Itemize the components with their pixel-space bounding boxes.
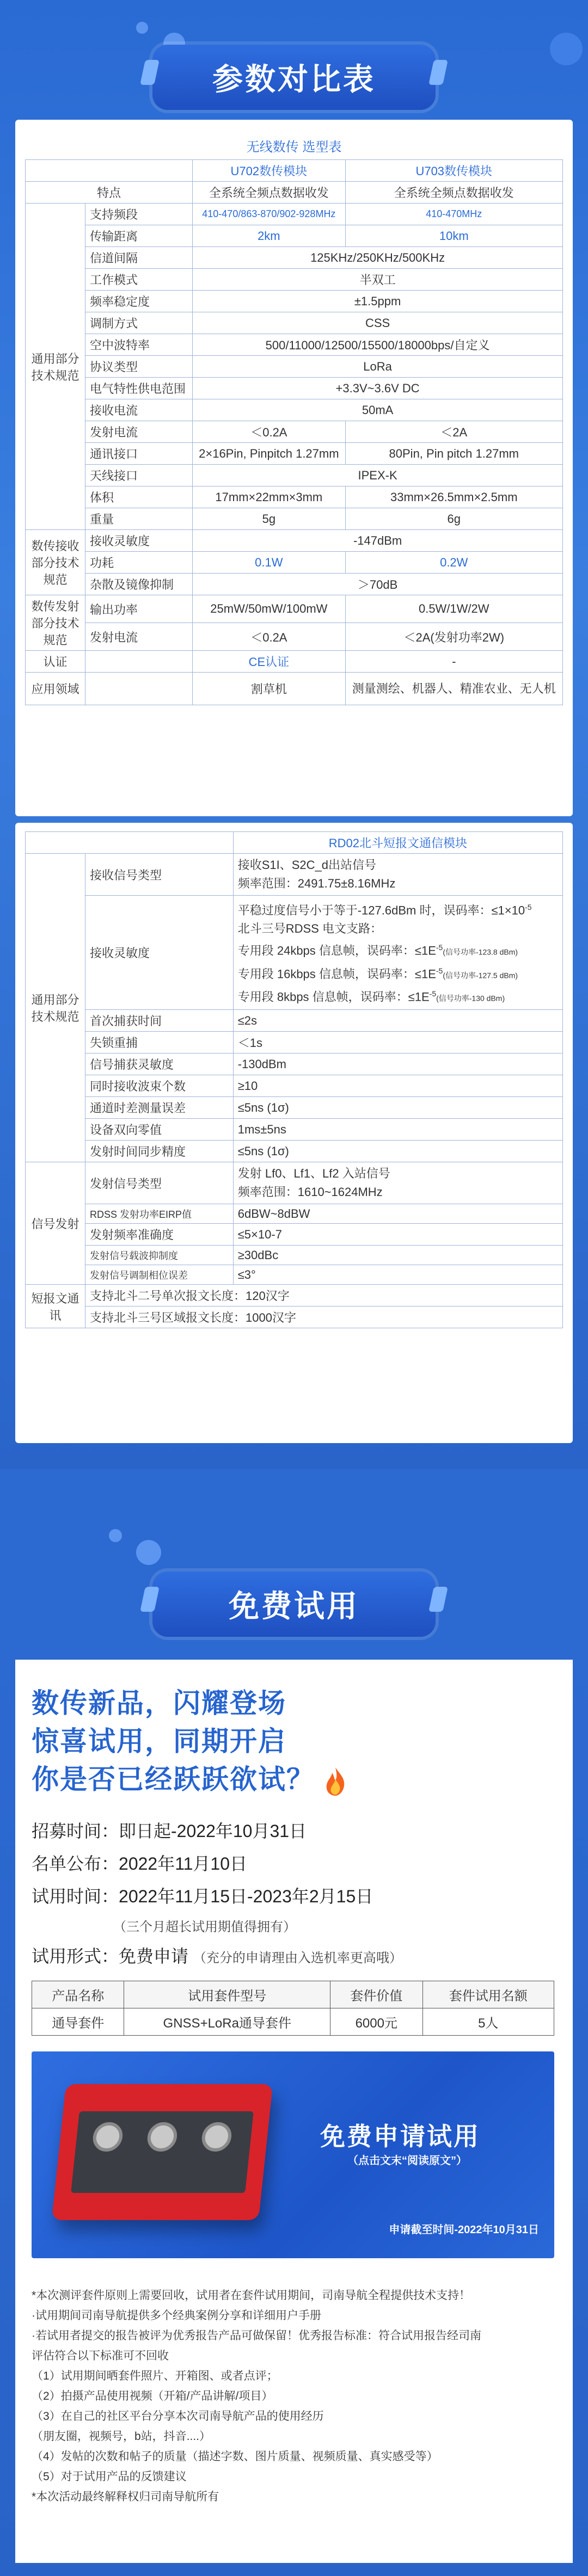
row-label: 应用领域 — [26, 673, 85, 705]
row-label: 同时接收波束个数 — [85, 1075, 234, 1097]
table-row — [26, 552, 563, 574]
promo-deadline: 申请截至时间-2022年10月31日 — [389, 2224, 539, 2236]
table-row — [26, 574, 563, 595]
table-cell: +3.3V~3.6V DC — [193, 378, 563, 399]
table-cell: ≥30dBc — [233, 1246, 562, 1265]
section-title-banner — [152, 45, 436, 110]
table-cell: 支持北斗二号单次报文长度：120汉字 — [85, 1285, 563, 1307]
column-header: U702数传模块 — [193, 160, 345, 182]
connector-icon — [200, 2122, 233, 2152]
table-row — [26, 312, 563, 334]
slogan-text: 你是否已经跃跃欲试？ — [32, 1764, 315, 1795]
device-image — [52, 2084, 273, 2220]
row-label: 体积 — [85, 486, 193, 508]
note-line: （3）在自己的社区平台分享本次司南导航产品的使用经历 — [32, 2410, 324, 2423]
table-row — [26, 1053, 563, 1075]
row-label: 频率稳定度 — [85, 291, 193, 312]
row-label: 设备双向零值 — [85, 1119, 234, 1141]
superscript: -5 — [436, 966, 443, 975]
free-trial-card — [15, 1660, 573, 2563]
table-cell: ＜2A(发射功率2W) — [345, 623, 562, 651]
table-cell: ≤5ns (1σ) — [233, 1141, 562, 1162]
table-row — [26, 1141, 563, 1162]
table-cell: GNSS+LoRa通导套件 — [124, 2008, 330, 2036]
table-cell: 80Pin, Pin pitch 1.27mm — [345, 443, 562, 465]
connector-icon — [146, 2122, 179, 2152]
row-label: 调制方式 — [85, 312, 193, 334]
table-row — [26, 1032, 563, 1053]
table-cell: 支持北斗三号区域报文长度：1000汉字 — [85, 1307, 563, 1328]
table-row — [26, 832, 563, 854]
row-label: 接收信号类型 — [85, 854, 234, 896]
table-cell: 410-470MHz — [345, 204, 562, 225]
row-label: 信道间隔 — [85, 247, 193, 269]
superscript: -5 — [436, 943, 443, 952]
table-cell: 25mW/50mW/100mW — [193, 595, 345, 623]
apply-promo-banner[interactable] — [32, 2051, 554, 2258]
table-row — [26, 530, 563, 552]
table-cell: IPEX-K — [193, 465, 563, 486]
row-label: 通讯接口 — [85, 443, 193, 465]
line-text: 专用段 16kbps 信息帧，误码率：≤1E — [237, 966, 436, 981]
table-row — [26, 291, 563, 312]
table-cell: 全系统全频点数据收发 — [193, 182, 345, 204]
table-row — [26, 1097, 563, 1119]
promo-title: 免费申请试用 — [320, 2122, 480, 2150]
notes-block — [32, 2285, 554, 2507]
line-note: (信号功率-130 dBm) — [436, 994, 505, 1003]
line-text: 专用段 8kbps 信息帧，误码率：≤1E — [237, 990, 430, 1004]
table-cell: ＜1s — [233, 1032, 562, 1053]
table-row — [26, 651, 563, 673]
table-cell: 17mm×22mm×3mm — [193, 486, 345, 508]
row-label: 功耗 — [85, 552, 193, 574]
table-cell: 1ms±5ns — [233, 1119, 562, 1141]
note-line: （朋友圈，视频号，b站，抖音....） — [32, 2430, 211, 2443]
table-cell: 6dBW~8dBW — [233, 1204, 562, 1224]
row-label: 工作模式 — [85, 269, 193, 291]
table-row — [26, 204, 563, 225]
table-row — [26, 1119, 563, 1141]
connector-icon — [91, 2122, 124, 2152]
table-cell: 2×16Pin, Pinpitch 1.27mm — [193, 443, 345, 465]
table-caption: RD02北斗短报文通信模块 — [233, 832, 562, 854]
info-value: 免费申请 — [119, 1946, 189, 1966]
line-text: 北斗三号RDSS 电文支路： — [237, 922, 382, 936]
table-row — [26, 1265, 563, 1285]
row-label: 支持频段 — [85, 204, 193, 225]
decor-dot — [136, 22, 148, 34]
multi-line-cell — [233, 896, 562, 1010]
table-cell: 半双工 — [193, 269, 563, 291]
cell-line — [238, 984, 558, 1007]
table-cell: -130dBm — [233, 1053, 562, 1075]
table-row — [26, 1307, 563, 1328]
info-note-text: （三个月超长试用期值得拥有） — [113, 1920, 296, 1934]
row-label: 空中波特率 — [85, 334, 193, 356]
row-label: 杂散及镜像抑制 — [85, 574, 193, 595]
row-label: 发射电流 — [85, 421, 193, 443]
info-note-text: （充分的申请理由入选机率更高哦） — [193, 1951, 402, 1965]
table-row — [26, 356, 563, 378]
table-row — [26, 182, 563, 204]
table-row — [26, 1010, 563, 1032]
row-label: 输出功率 — [85, 595, 193, 623]
note-line: 评估符合以下标准可不回收 — [32, 2350, 169, 2362]
table-cell: 6000元 — [330, 2008, 422, 2036]
table-header-row — [32, 1981, 554, 2008]
decor-dot — [109, 1529, 122, 1542]
cell-line — [238, 898, 558, 920]
section-title: 免费试用 — [229, 1589, 359, 1623]
info-label: 试用形式： — [32, 1946, 119, 1966]
lora-comparison-table — [25, 159, 563, 705]
table-cell: 0.1W — [193, 552, 345, 574]
info-row — [32, 1943, 402, 1968]
row-label: RDSS 发射功率EIRP值 — [85, 1204, 234, 1224]
table-cell: - — [345, 651, 562, 673]
row-label: 发射信号载波抑制度 — [85, 1246, 234, 1265]
table-header: 套件试用名额 — [422, 1981, 554, 2008]
row-label — [85, 673, 193, 705]
line-text: 平稳过度信号小于等于-127.6dBm 时，误码率：≤1×10 — [237, 903, 525, 917]
superscript: -5 — [429, 989, 437, 998]
row-label: 发射信号类型 — [85, 1162, 234, 1204]
table-cell: ≤2s — [233, 1010, 562, 1032]
row-label — [85, 651, 193, 673]
table-cell: ≥10 — [233, 1075, 562, 1097]
row-label: 接收灵敏度 — [85, 896, 234, 1010]
row-label: 接收灵敏度 — [85, 530, 193, 552]
table-cell: ±1.5ppm — [193, 291, 563, 312]
info-row — [32, 1850, 247, 1875]
table-cell: ≤3° — [233, 1265, 562, 1285]
row-label: 发射信号调制相位误差 — [85, 1265, 234, 1285]
decor-dot — [550, 33, 583, 65]
info-label: 名单公布： — [32, 1854, 119, 1874]
table-row — [26, 378, 563, 399]
table-row — [26, 508, 563, 530]
device-panel — [71, 2111, 254, 2193]
table-cell: ＞70dB — [193, 574, 563, 595]
table-row — [26, 465, 563, 486]
product-table — [32, 1981, 554, 2036]
table-caption: 无线数传 选型表 — [246, 140, 342, 155]
note-line: （4）发帖的次数和帖子的质量（描述字数、图片质量、视频质量、真实感受等） — [32, 2450, 438, 2463]
table-header: 试用套件型号 — [124, 1981, 330, 2008]
cell-line: 发射 Lf0、Lf1、Lf2 入站信号 — [237, 1167, 390, 1181]
table-row — [26, 1162, 563, 1204]
table-cell: 通导套件 — [32, 2008, 124, 2036]
group-label: 通用部分技术规范 — [26, 204, 85, 530]
row-label: 失锁重捕 — [85, 1032, 234, 1053]
table-cell: CSS — [193, 312, 563, 334]
superscript: -5 — [525, 903, 532, 911]
table-cell: ＜2A — [345, 421, 562, 443]
note-line: *本次活动最终解释权归司南导航所有 — [32, 2491, 219, 2503]
table-corner — [26, 160, 193, 182]
table-row — [26, 595, 563, 623]
row-label: 首次捕获时间 — [85, 1010, 234, 1032]
info-value: 即日起-2022年10月31日 — [119, 1821, 307, 1841]
note-line: （1）试用期间晒套件照片、开箱图、或者点评； — [32, 2370, 278, 2382]
note-line: ·若试用者提交的报告被评为优秀报告产品可做保留！优秀报告标准：符合试用报告经司南 — [32, 2330, 481, 2342]
group-label: 短报文通讯 — [26, 1285, 85, 1328]
table-cell: -147dBm — [193, 530, 563, 552]
row-label: 电气特性供电范围 — [85, 378, 193, 399]
table-row — [26, 486, 563, 508]
row-label: 协议类型 — [85, 356, 193, 378]
info-value: 2022年11月15日-2023年2月15日 — [119, 1887, 373, 1906]
cell-line — [238, 962, 558, 984]
row-label: 传输距离 — [85, 225, 193, 247]
table-cell: 50mA — [193, 399, 563, 421]
table-row — [26, 247, 563, 269]
table-row — [26, 399, 563, 421]
row-label: 发射时间同步精度 — [85, 1141, 234, 1162]
cell-line: 接收S1I、S2C_d出站信号 — [237, 858, 377, 872]
decor-dot — [136, 1540, 161, 1565]
row-label: 接收电流 — [85, 399, 193, 421]
info-label: 试用时间： — [32, 1887, 119, 1906]
table-cell: 125KHz/250KHz/500KHz — [193, 247, 563, 269]
note-line: ·试用期间司南导航提供多个经典案例分享和详细用户手册 — [32, 2309, 321, 2322]
promo-subtitle: （点击文末“阅读原文”） — [347, 2155, 467, 2167]
group-label: 数传发射部分技术规范 — [26, 595, 85, 651]
table-cell: 10km — [345, 225, 562, 247]
slogan-line — [32, 1758, 347, 1797]
table-cell: 0.5W/1W/2W — [345, 595, 562, 623]
table-row — [26, 896, 563, 1010]
table-row — [32, 2008, 554, 2036]
info-value: 2022年11月10日 — [119, 1854, 248, 1874]
row-label: 发射频率准确度 — [85, 1224, 234, 1246]
table-row — [26, 1285, 563, 1307]
group-label: 通用部分技术规范 — [26, 854, 85, 1162]
table-row — [26, 1246, 563, 1265]
multi-line-cell — [233, 854, 562, 896]
row-label: 天线接口 — [85, 465, 193, 486]
table-row — [26, 623, 563, 651]
table-cell: ＜0.2A — [193, 623, 345, 651]
table-cell: 5g — [193, 508, 345, 530]
line-note: (信号功率-123.8 dBm) — [443, 947, 518, 957]
section-title: 参数对比表 — [212, 62, 376, 96]
group-label: 数传接收部分技术规范 — [26, 530, 85, 595]
table-cell: ＜0.2A — [193, 421, 345, 443]
table-cell: LoRa — [193, 356, 563, 378]
table-cell: 500/11000/12500/15500/18000bps/自定义 — [193, 334, 563, 356]
table-row — [26, 854, 563, 896]
row-label: 特点 — [26, 182, 193, 204]
table-cell: ≤5×10-7 — [233, 1224, 562, 1246]
table-cell: 6g — [345, 508, 562, 530]
line-note: (信号功率-127.5 dBm) — [443, 970, 518, 979]
cell-line: 频率范围：1610~1624MHz — [237, 1185, 383, 1199]
info-row — [32, 1817, 307, 1842]
cell-line: 频率范围：2491.75±8.16MHz — [237, 877, 396, 890]
rd02-card — [15, 823, 573, 1443]
slogan-line: 惊喜试用，同期开启 — [32, 1726, 286, 1757]
column-header: U703数传模块 — [345, 160, 562, 182]
table-cell: ≤5ns (1σ) — [233, 1097, 562, 1119]
table-row — [26, 1224, 563, 1246]
table-cell: 测量测绘、机器人、精准农业、无人机 — [345, 673, 562, 705]
table-row — [26, 269, 563, 291]
table-row — [26, 1204, 563, 1224]
table-cell: 0.2W — [345, 552, 562, 574]
note-line: *本次测评套件原则上需要回收，试用者在套件试用期间，司南导航全程提供技术支持！ — [32, 2289, 471, 2302]
table-row — [26, 421, 563, 443]
table-corner — [26, 832, 234, 854]
table-cell: 410-470/863-870/902-928MHz — [193, 204, 345, 225]
group-label: 信号发射 — [26, 1162, 85, 1285]
row-label: 重量 — [85, 508, 193, 530]
table-header: 产品名称 — [32, 1981, 124, 2008]
row-label: 通道时差测量误差 — [85, 1097, 234, 1119]
section-title-banner — [152, 1572, 436, 1637]
line-text: 专用段 24kbps 信息帧，误码率：≤1E — [237, 944, 436, 958]
slogan-line: 数传新品，闪耀登场 — [32, 1688, 286, 1718]
table-row — [26, 334, 563, 356]
table-row — [26, 673, 563, 705]
info-row — [32, 1883, 373, 1908]
fire-icon — [323, 1766, 347, 1797]
table-row — [26, 443, 563, 465]
table-header-row — [26, 160, 563, 182]
table-row — [26, 1075, 563, 1097]
table-cell: 2km — [193, 225, 345, 247]
table-cell: 5人 — [422, 2008, 554, 2036]
table-header: 套件价值 — [330, 1981, 422, 2008]
multi-line-cell — [233, 1162, 562, 1204]
table-cell: 全系统全频点数据收发 — [345, 182, 562, 204]
table-cell: 割草机 — [193, 673, 345, 705]
cell-line — [238, 938, 558, 961]
table-cell: 33mm×26.5mm×2.5mm — [345, 486, 562, 508]
row-label: 认证 — [26, 651, 85, 673]
info-label: 招募时间： — [32, 1821, 119, 1841]
note-line: （2）拍摄产品使用视频（开箱/产品讲解/项目） — [32, 2390, 273, 2402]
table-cell: CE认证 — [193, 651, 345, 673]
rd02-spec-table — [25, 831, 563, 1328]
info-note — [113, 1915, 296, 1936]
row-label: 发射电流 — [85, 623, 193, 651]
row-label: 信号捕获灵敏度 — [85, 1053, 234, 1075]
note-line: （5）对于试用产品的反馈建议 — [32, 2470, 187, 2483]
table-row — [26, 225, 563, 247]
cell-line — [238, 920, 558, 938]
comparison-card — [15, 120, 573, 816]
